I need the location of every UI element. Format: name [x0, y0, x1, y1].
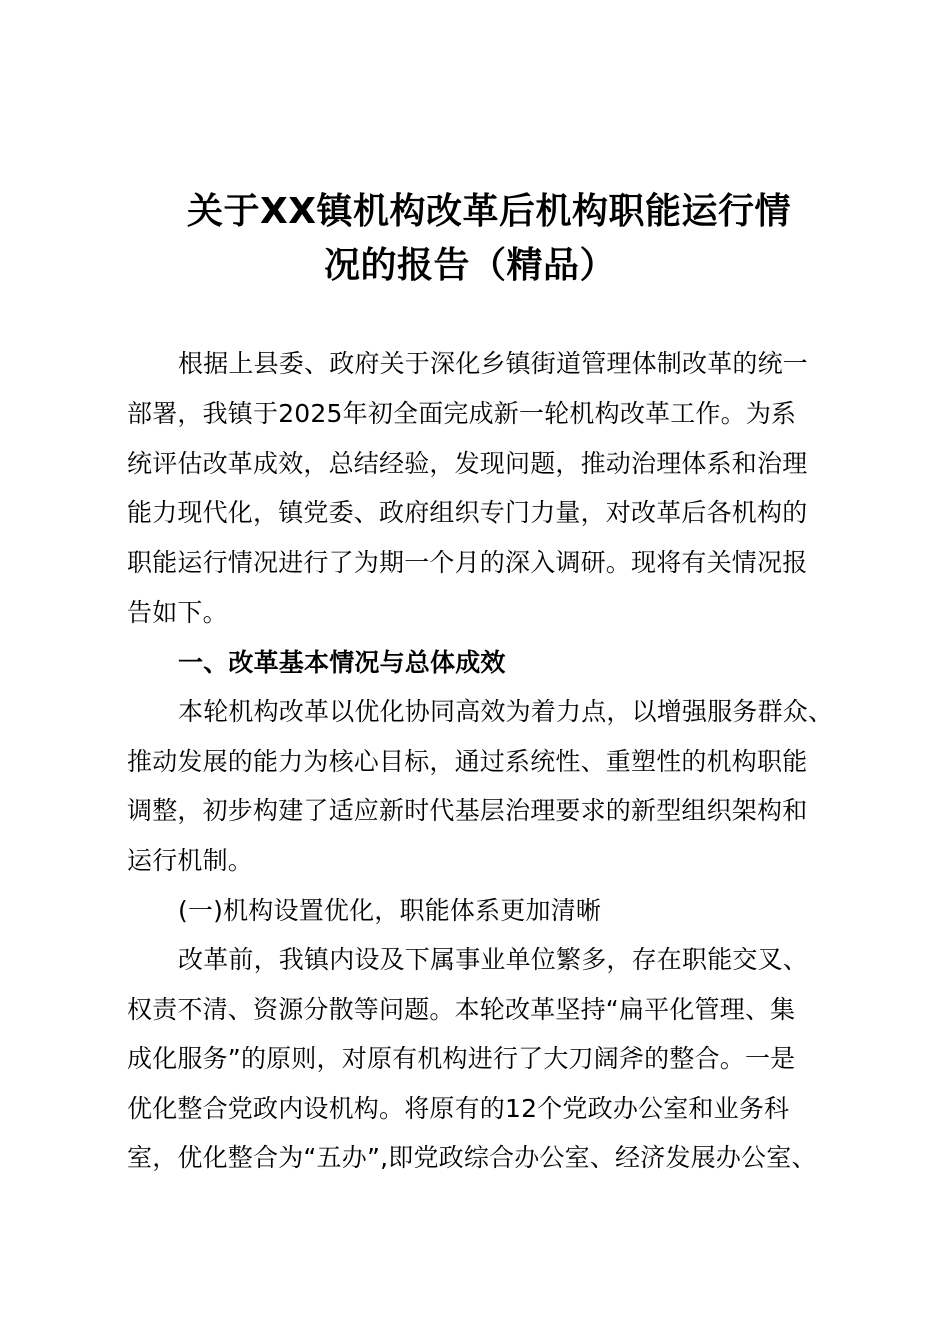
paragraph-line: 改革前，我镇内设及下属事业单位繁多，存在职能交叉、: [178, 945, 809, 974]
paragraph-line: 成化服务”的原则，对原有机构进行了大刀阔斧的整合。一是: [127, 1044, 796, 1073]
paragraph-line: 室，优化整合为“五办”,即党政综合办公室、经济发展办公室、: [127, 1143, 817, 1172]
paragraph-line: 职能运行情况进行了为期一个月的深入调研。现将有关情况报: [127, 548, 808, 577]
paragraph-line: 能力现代化，镇党委、政府组织专门力量，对改革后各机构的: [127, 498, 808, 527]
document-title-line-1: 关于XX镇机构改革后机构职能运行情: [187, 191, 792, 232]
paragraph-line: 统评估改革成效，总结经验，发现问题，推动治理体系和治理: [127, 449, 808, 478]
paragraph-line: 调整，初步构建了适应新时代基层治理要求的新型组织架构和: [127, 796, 808, 825]
paragraph-line: 运行机制。: [127, 846, 254, 875]
paragraph-line: 根据上县委、政府关于深化乡镇街道管理体制改革的统一: [178, 349, 809, 378]
section-heading: 一、改革基本情况与总体成效: [178, 648, 506, 677]
paragraph-line: 部署，我镇于2025年初全面完成新一轮机构改革工作。为系: [127, 399, 797, 428]
paragraph-line: 告如下。: [127, 598, 228, 627]
subsection-heading: (一)机构设置优化，职能体系更加清晰: [178, 896, 602, 925]
paragraph-line: 权责不清、资源分散等问题。本轮改革坚持“扁平化管理、集: [127, 995, 796, 1024]
paragraph-line: 推动发展的能力为核心目标，通过系统性、重塑性的机构职能: [127, 747, 808, 776]
paragraph-line: 本轮机构改革以优化协同高效为着力点，以增强服务群众、: [178, 697, 834, 726]
document-title-line-2: 况的报告（精品）: [324, 245, 617, 286]
paragraph-line: 优化整合党政内设机构。将原有的12个党政办公室和业务科: [127, 1094, 790, 1123]
